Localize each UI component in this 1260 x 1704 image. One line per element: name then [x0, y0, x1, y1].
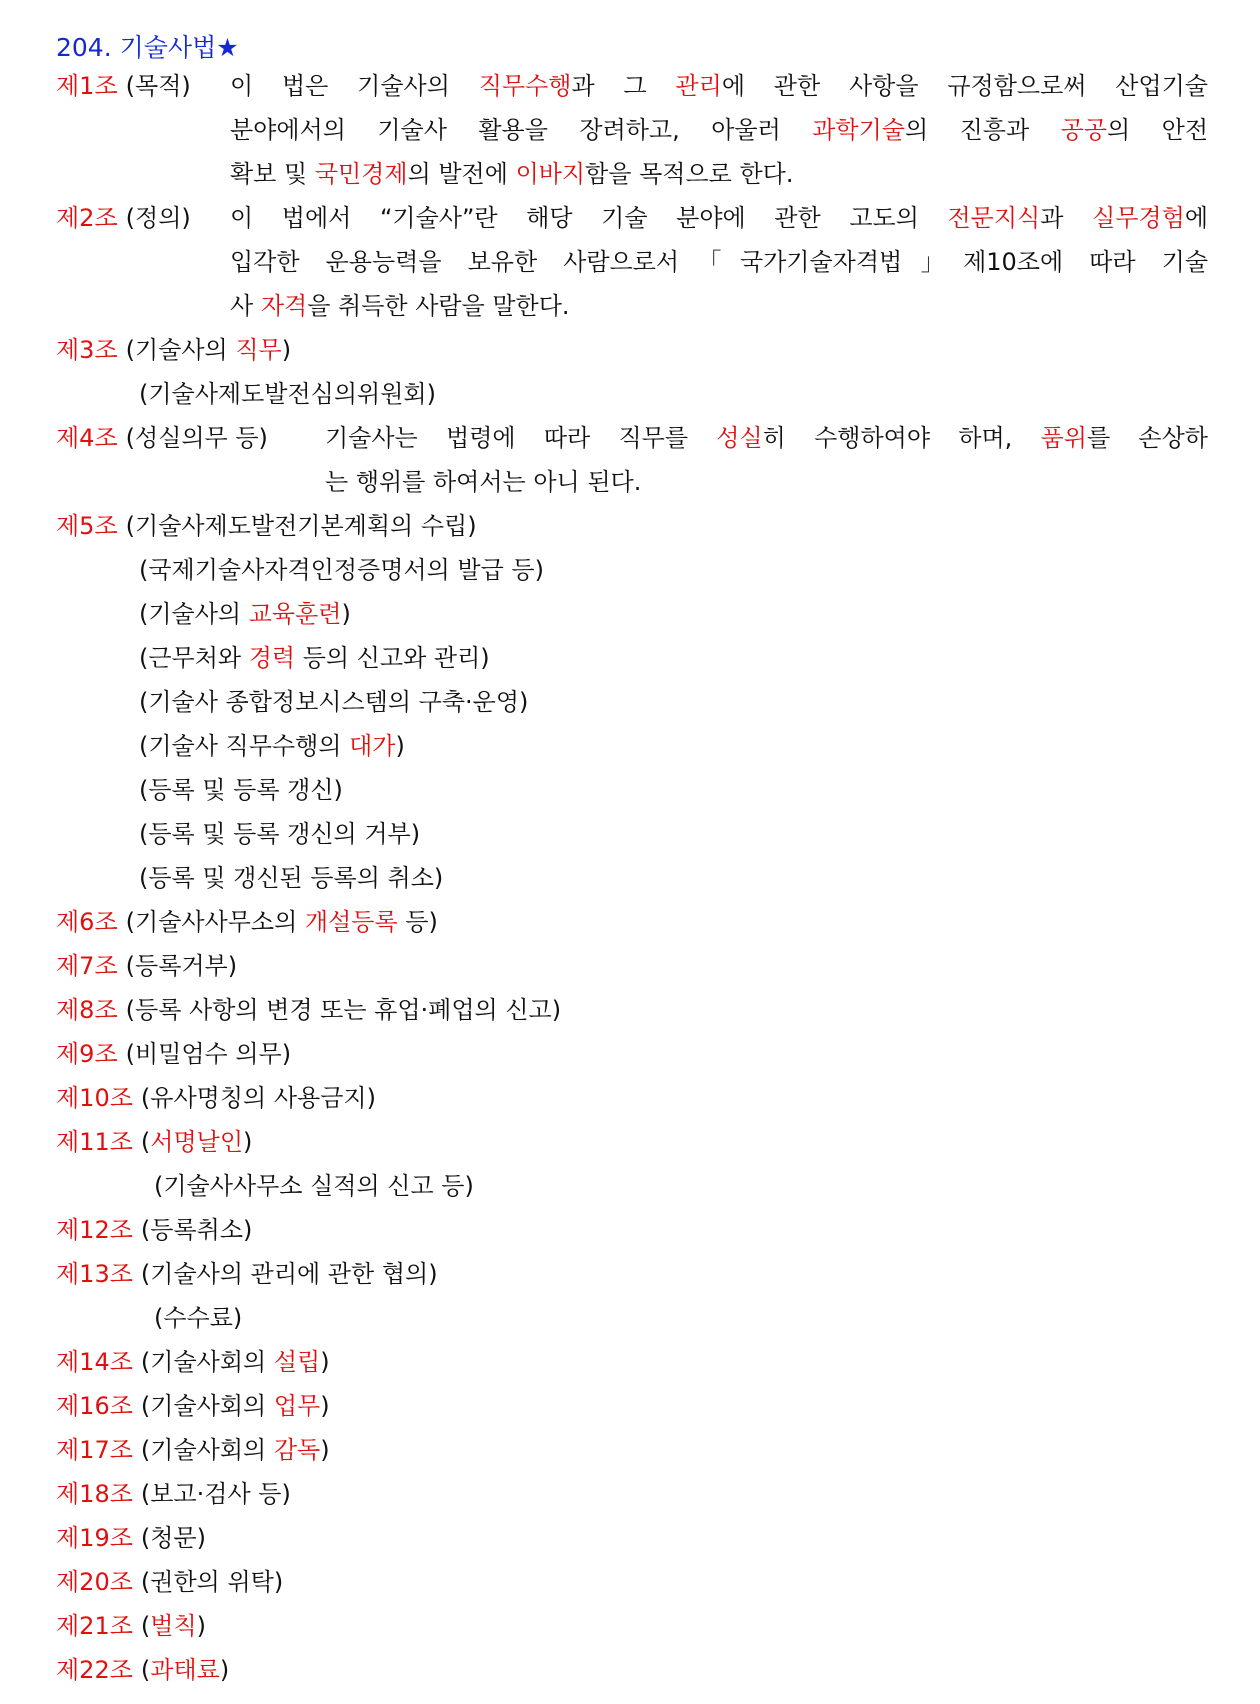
article-5-sub: (기술사 종합정보시스템의 구축·운영)	[139, 688, 529, 716]
article-1-heading	[56, 64, 191, 108]
article-7: 제7조 (등록거부)	[56, 952, 238, 980]
article-label: 제17조	[56, 1436, 133, 1464]
article-21: 제21조 (벌칙)	[56, 1612, 207, 1640]
article-5-sub: (등록 및 갱신된 등록의 취소)	[139, 864, 444, 892]
article-label: 제16조	[56, 1392, 133, 1420]
article-label: 제3조	[56, 336, 118, 364]
article-2-body	[230, 196, 1208, 328]
body-line: 이 법에서 “기술사”란 해당 기술 분야에 관한 고도의 전문지식과 실무경험에	[230, 204, 1208, 232]
article-label: 제2조	[56, 204, 118, 232]
article-5-sub: (등록 및 등록 갱신의 거부)	[139, 820, 421, 848]
star-icon: ★	[216, 33, 239, 62]
body-line: 기술사는 법령에 따라 직무를 성실히 수행하여야 하며, 품위를 손상하	[325, 424, 1208, 452]
body-line: 이 법은 기술사의 직무수행과 그 관리에 관한 사항을 규정함으로써 산업기술	[230, 72, 1208, 100]
article-label: 제21조	[56, 1612, 133, 1640]
page-title	[56, 28, 239, 68]
article-17: 제17조 (기술사회의 감독)	[56, 1436, 330, 1464]
article-3: 제3조 (기술사의 직무)	[56, 336, 292, 364]
article-label: 제5조	[56, 512, 118, 540]
article-3-sub: (기술사제도발전심의위원회)	[139, 380, 436, 408]
article-label: 제6조	[56, 908, 118, 936]
body-line: 사 자격을 취득한 사람을 말한다.	[230, 292, 570, 320]
article-2-heading	[56, 196, 191, 240]
article-label: 제20조	[56, 1568, 133, 1596]
body-line: 입각한 운용능력을 보유한 사람으로서「국가기술자격법」제10조에 따라 기술	[230, 248, 1208, 276]
article-22: 제22조 (과태료)	[56, 1656, 230, 1684]
article-topic: (성실의무 등)	[125, 424, 268, 452]
article-label: 제19조	[56, 1524, 133, 1552]
article-label: 제12조	[56, 1216, 133, 1244]
article-label: 제4조	[56, 424, 118, 452]
article-5-sub: (근무처와 경력 등의 신고와 관리)	[139, 644, 490, 672]
article-5-sub: (국제기술사자격인정증명서의 발급 등)	[139, 556, 544, 584]
article-18: 제18조 (보고·검사 등)	[56, 1480, 291, 1508]
article-10: 제10조 (유사명칭의 사용금지)	[56, 1084, 376, 1112]
article-topic: (정의)	[125, 204, 191, 232]
article-16: 제16조 (기술사회의 업무)	[56, 1392, 330, 1420]
article-4-heading	[56, 416, 268, 460]
article-label: 제22조	[56, 1656, 133, 1684]
article-12: 제12조 (등록취소)	[56, 1216, 253, 1244]
article-label: 제7조	[56, 952, 118, 980]
title-number: 204.	[56, 33, 112, 62]
body-line: 확보 및 국민경제의 발전에 이바지함을 목적으로 한다.	[230, 160, 794, 188]
article-label: 제10조	[56, 1084, 133, 1112]
article-20: 제20조 (권한의 위탁)	[56, 1568, 284, 1596]
article-13-sub: (수수료)	[154, 1304, 243, 1332]
title-text: 기술사법	[119, 33, 217, 62]
article-11-sub: (기술사사무소 실적의 신고 등)	[154, 1172, 474, 1200]
article-5-sub: (등록 및 등록 갱신)	[139, 776, 343, 804]
article-label: 제11조	[56, 1128, 133, 1156]
article-6: 제6조 (기술사사무소의 개설등록 등)	[56, 908, 438, 936]
article-1-body	[230, 64, 1208, 196]
article-label: 제18조	[56, 1480, 133, 1508]
article-label: 제8조	[56, 996, 118, 1024]
article-5: 제5조 (기술사제도발전기본계획의 수립)	[56, 512, 477, 540]
article-8: 제8조 (등록 사항의 변경 또는 휴업·폐업의 신고)	[56, 996, 562, 1024]
article-label: 제1조	[56, 72, 118, 100]
article-label: 제14조	[56, 1348, 133, 1376]
article-9: 제9조 (비밀엄수 의무)	[56, 1040, 292, 1068]
article-19: 제19조 (청문)	[56, 1524, 207, 1552]
article-14: 제14조 (기술사회의 설립)	[56, 1348, 330, 1376]
article-label: 제13조	[56, 1260, 133, 1288]
article-topic: (목적)	[125, 72, 191, 100]
body-line: 는 행위를 하여서는 아니 된다.	[325, 468, 642, 496]
body-line: 분야에서의 기술사 활용을 장려하고, 아울러 과학기술의 진흥과 공공의 안전	[230, 116, 1209, 144]
article-4-body	[325, 416, 1208, 504]
article-11: 제11조 (서명날인)	[56, 1128, 253, 1156]
article-label: 제9조	[56, 1040, 118, 1068]
article-5-sub: (기술사의 교육훈련)	[139, 600, 351, 628]
article-13: 제13조 (기술사의 관리에 관한 협의)	[56, 1260, 438, 1288]
article-5-sub: (기술사 직무수행의 대가)	[139, 732, 405, 760]
